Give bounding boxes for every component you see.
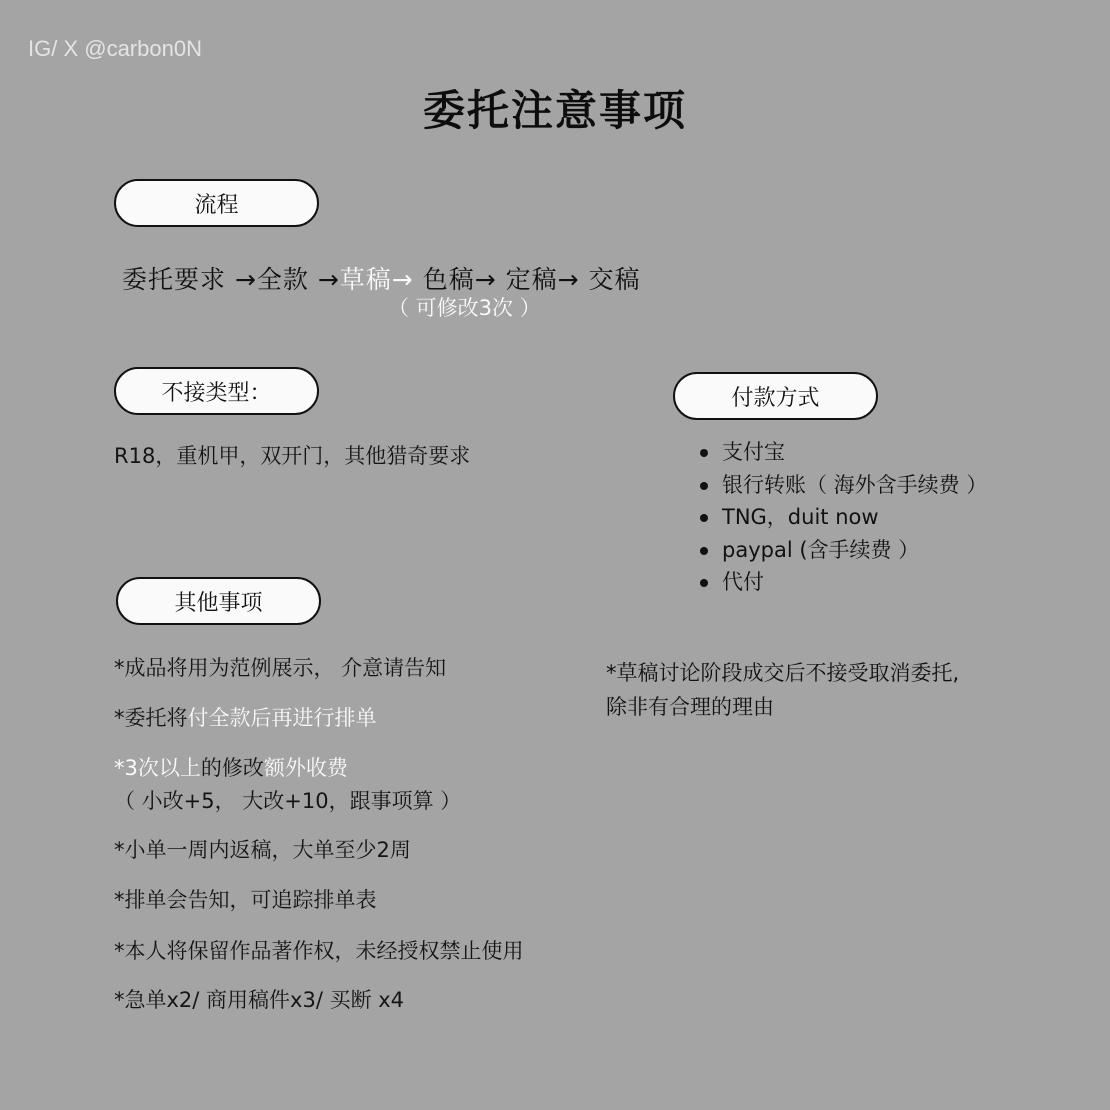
other-item-extra-fee-charge: 额外收费 <box>263 756 348 780</box>
other-header-label: 其他事项 <box>174 590 263 616</box>
process-step-request-payment: 委托要求 →全款 → <box>122 265 340 294</box>
other-item-extra-fee-detail: （ 小改+5， 大改+10，跟事项算 ） <box>114 789 462 813</box>
other-item-extra-fee-count: 3次以上 <box>124 756 201 780</box>
process-step-sketch: 草稿→ <box>339 265 414 294</box>
payment-item-proxy: 代付 <box>698 566 987 599</box>
other-item-queue: *排单会告知，可追踪排单表 <box>114 888 377 912</box>
payment-item-alipay: 支付宝 <box>698 436 987 469</box>
payment-item-tng: TNG，duit now <box>698 501 987 534</box>
excluded-types-text: R18，重机甲，双开门，其他猎奇要求 <box>114 444 471 468</box>
other-item-extra-fee <box>114 752 348 782</box>
other-item-turnaround: *小单一周内返稿，大单至少2周 <box>114 838 411 862</box>
process-step-rest: 色稿→ 定稿→ 交稿 <box>413 265 641 294</box>
other-item-showcase: *成品将用为范例展示， 介意请告知 <box>114 656 447 680</box>
payment-item-bank-transfer: 银行转账（ 海外含手续费 ） <box>698 469 987 502</box>
other-item-full-payment-prefix: *委托将 <box>114 706 188 730</box>
other-header-pill <box>116 577 321 625</box>
other-item-full-payment-highlight: 付全款后再进行排单 <box>187 706 377 730</box>
cancellation-note: *草稿讨论阶段成交后不接受取消委托, 除非有合理的理由 <box>606 661 960 719</box>
process-revision-note: （ 可修改3次 ） <box>388 296 541 320</box>
watermark: IG/ X @carbon0N <box>28 36 202 61</box>
other-item-extra-fee-mid: 的修改 <box>200 756 264 780</box>
other-item-pricing-multipliers: *急单x2/ 商用稿件x3/ 买断 x4 <box>114 988 405 1012</box>
other-item-copyright: *本人将保留作品著作权，未经授权禁止使用 <box>114 939 524 963</box>
process-header-pill <box>114 179 319 227</box>
excluded-header-pill <box>114 367 319 415</box>
other-item-full-payment <box>114 702 377 732</box>
page-title: 委托注意事项 <box>422 86 687 135</box>
payment-header-label: 付款方式 <box>731 385 820 411</box>
payment-list <box>698 436 987 599</box>
payment-header-pill <box>673 372 878 420</box>
other-item-extra-fee-star: * <box>114 756 125 780</box>
process-flow <box>122 260 641 296</box>
excluded-header-label: 不接类型： <box>161 380 272 406</box>
process-header-label: 流程 <box>194 192 239 218</box>
payment-item-paypal: paypal (含手续费 ） <box>698 534 987 567</box>
